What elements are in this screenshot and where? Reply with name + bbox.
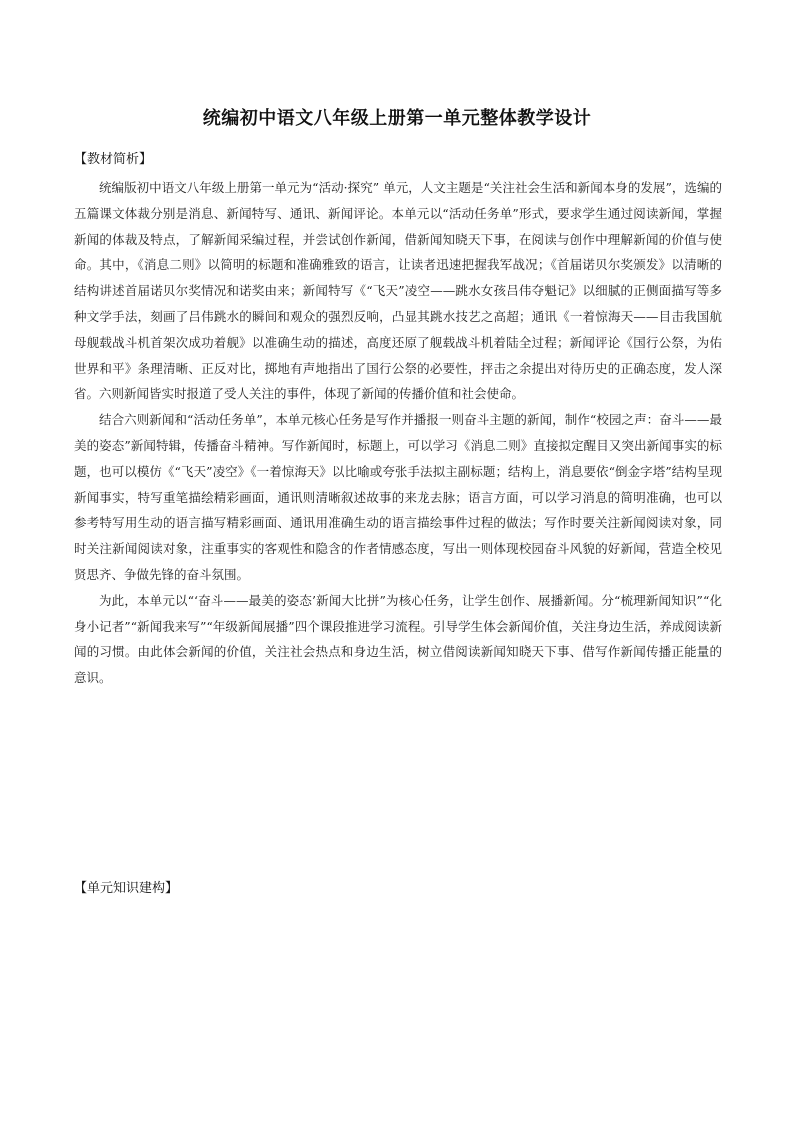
- analysis-body: [74, 175, 722, 691]
- section-heading-textbook-analysis: 【教材简析】: [74, 152, 153, 167]
- paragraph: 统编版初中语文八年级上册第一单元为“活动·探究” 单元，人文主题是“关注社会生活和新闻本身的发展”，选编的五篇课文体裁分别是消息、新闻特写、通讯、新闻评论。本单元以“活动任务单”形式，要求学生通过阅读新闻，掌握新闻的体裁及特点，了解新闻采编过程，并尝试创作新闻，借新闻知晓天下事，在阅读与创作中理解新闻的价值与使命。其中，《消息二则》以简明的标题和准确雅致的语言，让读者迅速把握我军战况；《首届诺贝尔奖颁发》以清晰的结构讲述首届诺贝尔奖情况和诺奖由来；新闻特写《“飞天”凌空——跳水女孩吕伟夺魁记》以细腻的正侧面描写等多种文学手法，刻画了吕伟跳水的瞬间和观众的强烈反响，凸显其跳水技艺之高超；通讯《一着惊海天——目击我国航母舰载战斗机首架次成功着舰》以准确生动的描述，高度还原了舰载战斗机着陆全过程；新闻评论《国行公祭，为佑世界和平》条理清晰、正反对比，掷地有声地指出了国行公祭的必要性，抨击之余提出对待历史的正确态度，发人深省。六则新闻皆实时报道了受人关注的事件，体现了新闻的传播价值和社会使命。: [74, 180, 722, 402]
- paragraph: 结合六则新闻和“活动任务单”，本单元核心任务是写作并播报一则奋斗主题的新闻，制作“校园之声：奋斗——最美的姿态”新闻特辑，传播奋斗精神。写作新闻时，标题上，可以学习《消息二则》直接拟定醒目又突出新闻事实的标题，也可以模仿《“飞天”凌空》《一着惊海天》以比喻或夸张手法拟主副标题；结构上，消息要依“倒金字塔”结构呈现新闻事实，特写重笔描绘精彩画面，通讯则清晰叙述故事的来龙去脉；语言方面，可以学习消息的简明准确，也可以参考特写用生动的语言描写精彩画面、通讯用准确生动的语言描绘事件过程的做法；写作时要关注新闻阅读对象，同时关注新闻阅读对象，注重事实的客观性和隐含的作者情感态度，写出一则体现校园奋斗风貌的好新闻，营造全校见贤思齐、争做先锋的奋斗氛围。: [74, 412, 722, 582]
- page-title: 统编初中语文八年级上册第一单元整体教学设计: [202, 108, 592, 129]
- paragraph: 为此，本单元以“‘奋斗——最美的姿态’新闻大比拼”为核心任务，让学生创作、展播新闻。分“梳理新闻知识”“化身小记者”“新闻我来写”“年级新闻展播”四个课段推进学习流程。引导学生体会新闻价值，关注身边生活，养成阅读新闻的习惯。由此体会新闻的价值，关注社会热点和身边生活，树立借阅读新闻知晓天下事、借写作新闻传播正能量的意识。: [74, 592, 722, 686]
- section-heading-unit-knowledge: 【单元知识建构】: [74, 881, 179, 896]
